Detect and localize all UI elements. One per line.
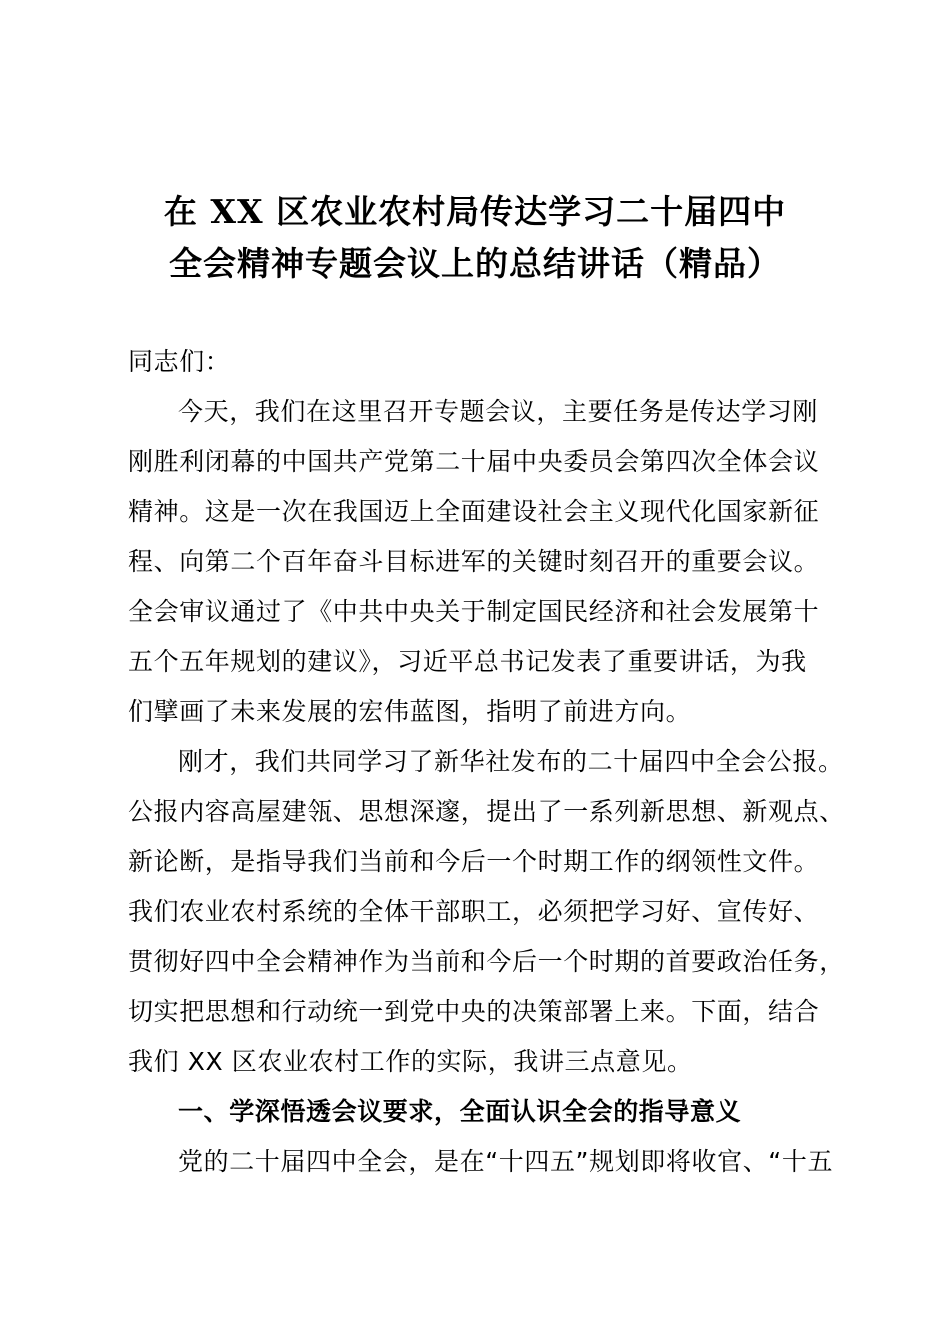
paragraph-2-line-3: 新论断，是指导我们当前和今后一个时期工作的纲领性文件。	[128, 847, 820, 876]
document-title-line-2: 全会精神专题会议上的总结讲话（精品）	[169, 244, 781, 283]
paragraph-2-line-2: 公报内容高屋建瓴、思想深邃，提出了一系列新思想、新观点、	[128, 797, 845, 826]
paragraph-3-line-1: 党的二十届四中全会，是在“十四五”规划即将收官、“十五	[178, 1147, 834, 1176]
paragraph-1-line-3: 精神。这是一次在我国迈上全面建设社会主义现代化国家新征	[128, 497, 820, 526]
salutation: 同志们：	[128, 347, 231, 376]
document-title-line-1: 在 XX 区农业农村局传达学习二十届四中	[163, 192, 787, 231]
paragraph-2-line-6: 切实把思想和行动统一到党中央的决策部署上来。下面，结合	[128, 997, 820, 1026]
section-heading-1: 一、学深悟透会议要求，全面认识全会的指导意义	[178, 1097, 742, 1126]
paragraph-1-line-7: 们擘画了未来发展的宏伟蓝图，指明了前进方向。	[128, 697, 692, 726]
paragraph-2-line-5: 贯彻好四中全会精神作为当前和今后一个时期的首要政治任务，	[128, 947, 845, 976]
paragraph-2-line-7: 我们 XX 区农业农村工作的实际，我讲三点意见。	[128, 1047, 693, 1076]
paragraph-1-line-1: 今天，我们在这里召开专题会议，主要任务是传达学习刚	[178, 397, 819, 426]
paragraph-1-line-6: 五个五年规划的建议》，习近平总书记发表了重要讲话，为我	[128, 647, 807, 676]
paragraph-2-line-1: 刚才，我们共同学习了新华社发布的二十届四中全会公报。	[178, 747, 844, 776]
paragraph-1-line-4: 程、向第二个百年奋斗目标进军的关键时刻召开的重要会议。	[128, 547, 820, 576]
paragraph-2-line-4: 我们农业农村系统的全体干部职工，必须把学习好、宣传好、	[128, 897, 820, 926]
paragraph-1-line-2: 刚胜利闭幕的中国共产党第二十届中央委员会第四次全体会议	[128, 447, 820, 476]
paragraph-1-line-5: 全会审议通过了《中共中央关于制定国民经济和社会发展第十	[128, 597, 820, 626]
